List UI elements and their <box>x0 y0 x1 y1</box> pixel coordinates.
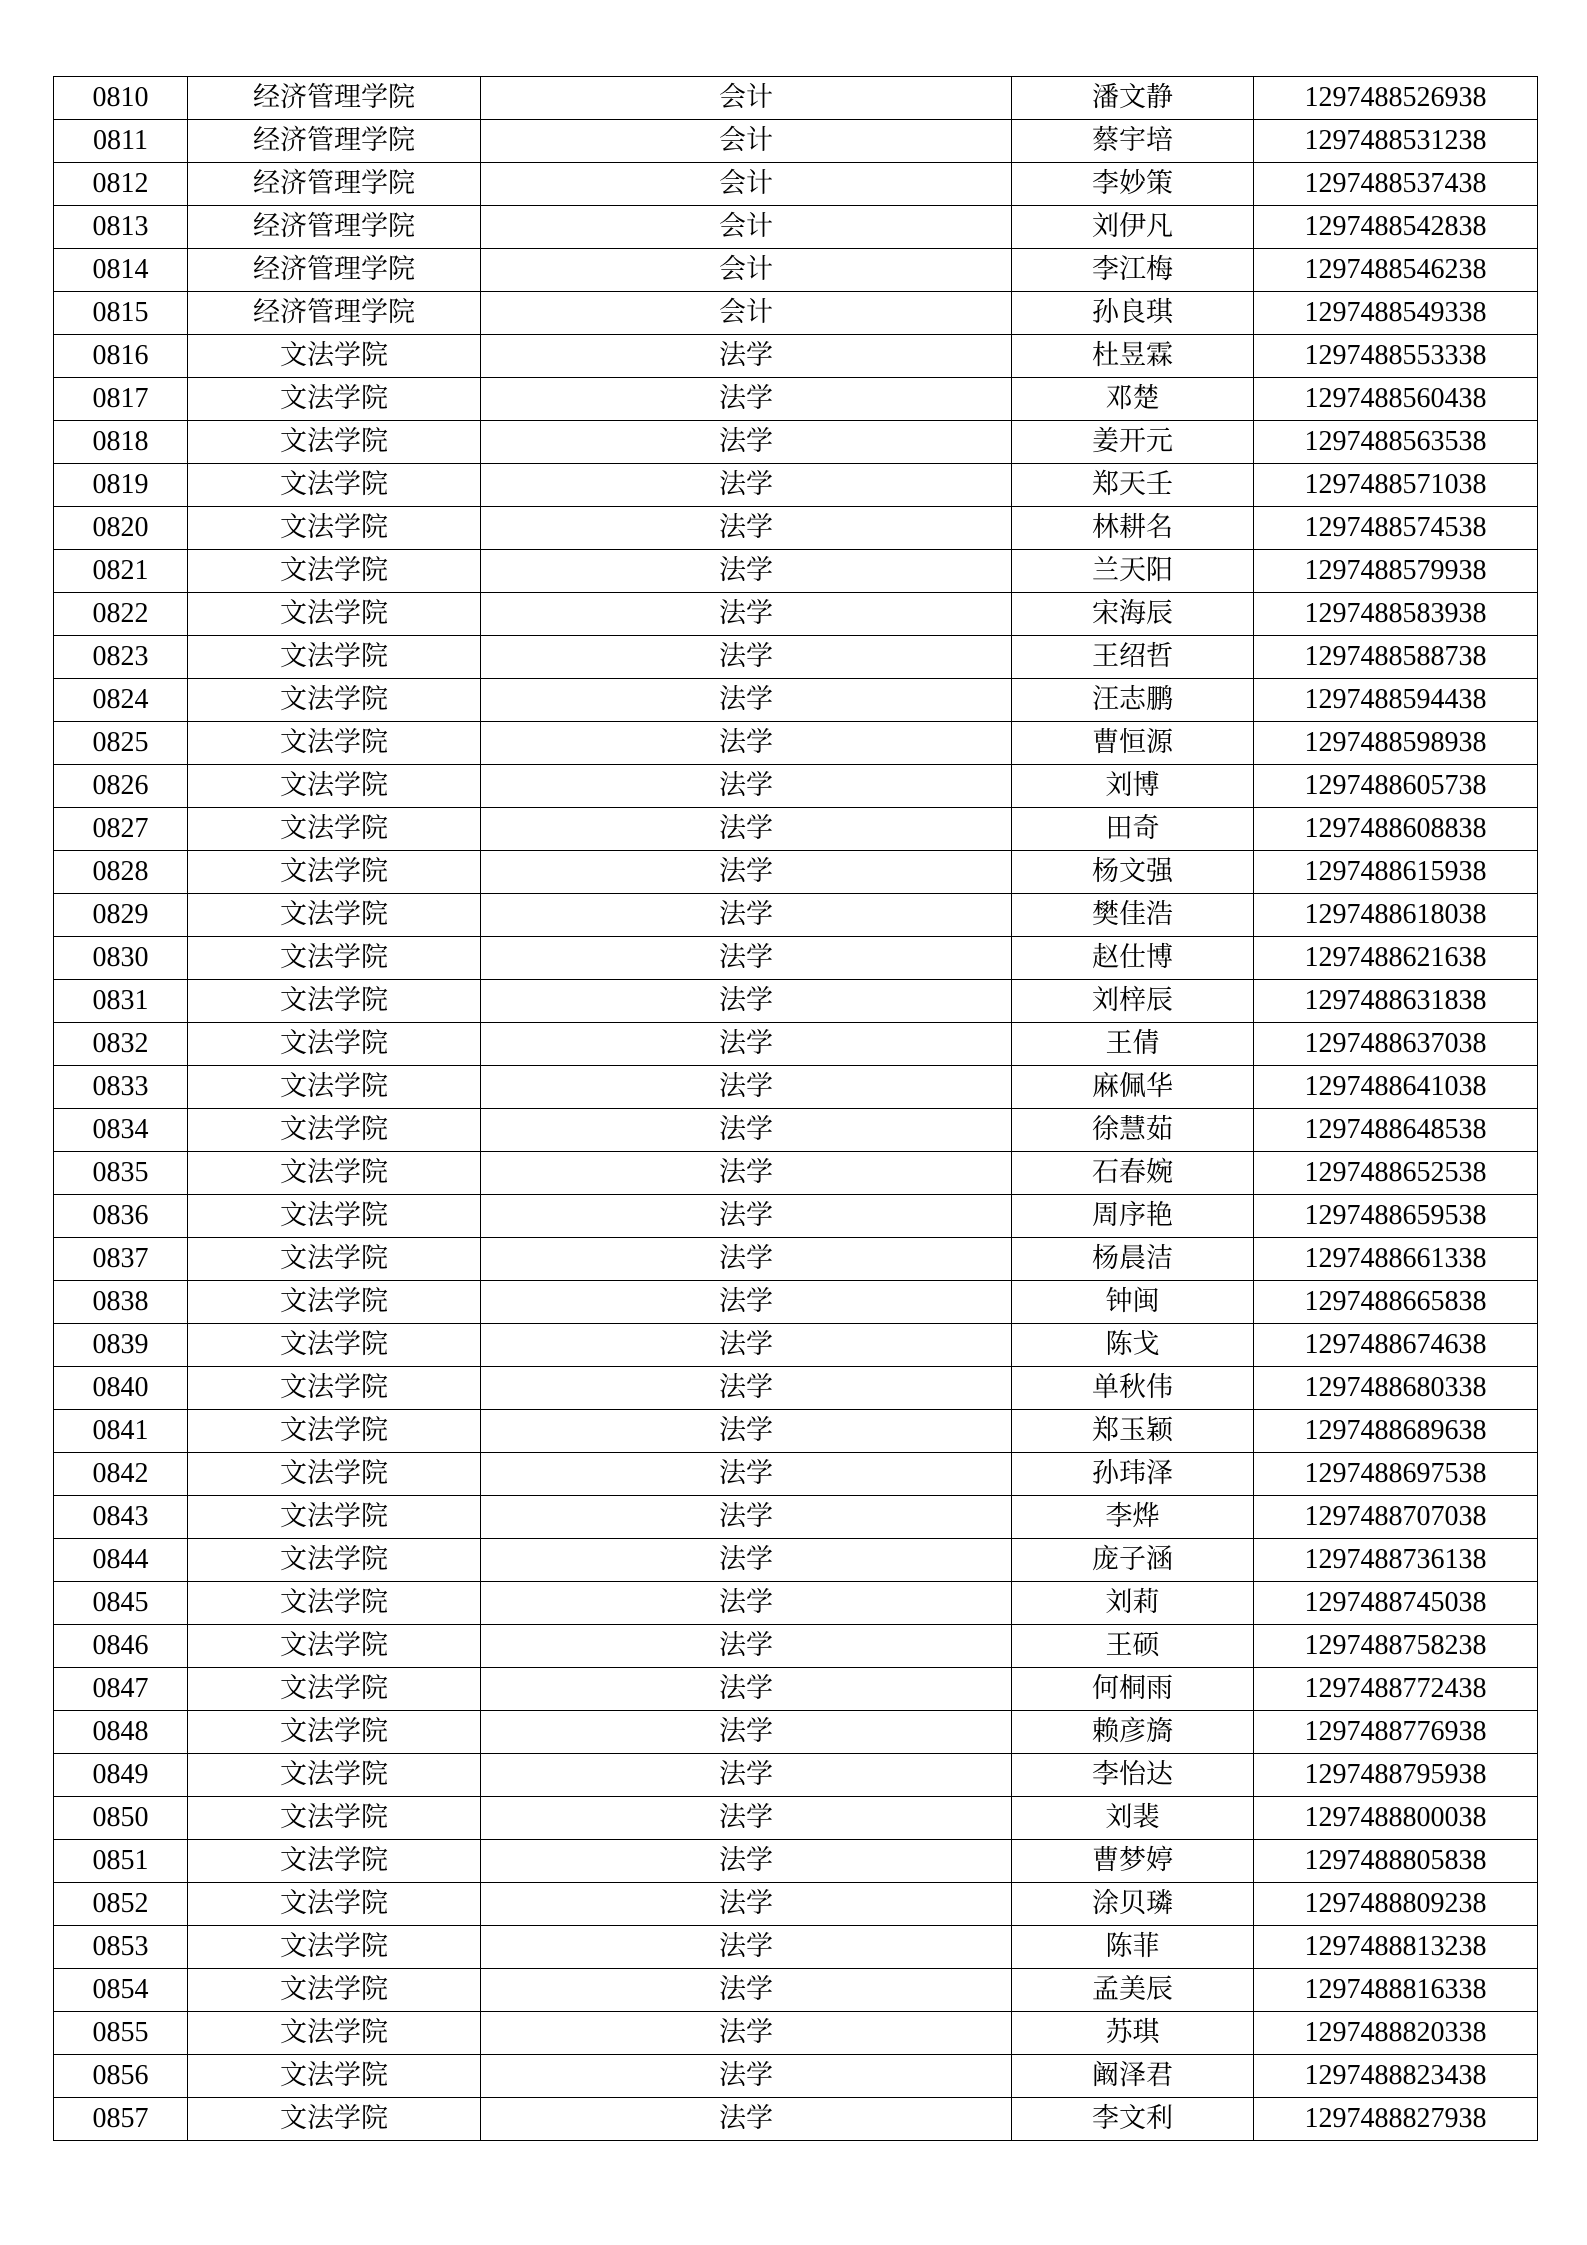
major-cell: 法学 <box>481 1969 1012 2012</box>
major-cell: 法学 <box>481 1023 1012 1066</box>
college-cell: 文法学院 <box>188 2012 481 2055</box>
college-cell: 文法学院 <box>188 1281 481 1324</box>
college-cell: 文法学院 <box>188 894 481 937</box>
table-row <box>54 1324 1538 1367</box>
name-cell: 王倩 <box>1012 1023 1254 1066</box>
tracking-number-cell: 1297488594438 <box>1254 679 1538 722</box>
tracking-number-cell: 1297488549338 <box>1254 292 1538 335</box>
table-row <box>54 679 1538 722</box>
major-cell: 法学 <box>481 1496 1012 1539</box>
name-cell: 刘裴 <box>1012 1797 1254 1840</box>
seq-no-cell: 0817 <box>54 378 188 421</box>
seq-no-cell: 0837 <box>54 1238 188 1281</box>
name-cell: 李文利 <box>1012 2098 1254 2141</box>
name-cell: 周序艳 <box>1012 1195 1254 1238</box>
seq-no-cell: 0824 <box>54 679 188 722</box>
college-cell: 文法学院 <box>188 2055 481 2098</box>
major-cell: 法学 <box>481 550 1012 593</box>
college-cell: 文法学院 <box>188 335 481 378</box>
major-cell: 法学 <box>481 464 1012 507</box>
table-row <box>54 2055 1538 2098</box>
table-row <box>54 851 1538 894</box>
college-cell: 经济管理学院 <box>188 77 481 120</box>
table-row <box>54 1238 1538 1281</box>
table-row <box>54 1711 1538 1754</box>
major-cell: 法学 <box>481 1582 1012 1625</box>
table-row <box>54 1625 1538 1668</box>
major-cell: 法学 <box>481 679 1012 722</box>
major-cell: 法学 <box>481 1668 1012 1711</box>
major-cell: 法学 <box>481 507 1012 550</box>
table-row <box>54 249 1538 292</box>
seq-no-cell: 0856 <box>54 2055 188 2098</box>
college-cell: 文法学院 <box>188 1152 481 1195</box>
college-cell: 文法学院 <box>188 1969 481 2012</box>
seq-no-cell: 0833 <box>54 1066 188 1109</box>
major-cell: 法学 <box>481 765 1012 808</box>
table-row <box>54 722 1538 765</box>
college-cell: 文法学院 <box>188 1410 481 1453</box>
major-cell: 法学 <box>481 1367 1012 1410</box>
college-cell: 文法学院 <box>188 1582 481 1625</box>
name-cell: 孟美辰 <box>1012 1969 1254 2012</box>
tracking-number-cell: 1297488574538 <box>1254 507 1538 550</box>
college-cell: 文法学院 <box>188 1926 481 1969</box>
tracking-number-cell: 1297488618038 <box>1254 894 1538 937</box>
table-row <box>54 378 1538 421</box>
table-row <box>54 1281 1538 1324</box>
table-row <box>54 1797 1538 1840</box>
college-cell: 文法学院 <box>188 1797 481 1840</box>
major-cell: 法学 <box>481 1281 1012 1324</box>
major-cell: 法学 <box>481 1152 1012 1195</box>
college-cell: 文法学院 <box>188 550 481 593</box>
college-cell: 文法学院 <box>188 679 481 722</box>
tracking-number-cell: 1297488560438 <box>1254 378 1538 421</box>
name-cell: 邓楚 <box>1012 378 1254 421</box>
seq-no-cell: 0854 <box>54 1969 188 2012</box>
tracking-number-cell: 1297488661338 <box>1254 1238 1538 1281</box>
name-cell: 杜昱霖 <box>1012 335 1254 378</box>
seq-no-cell: 0814 <box>54 249 188 292</box>
seq-no-cell: 0821 <box>54 550 188 593</box>
seq-no-cell: 0828 <box>54 851 188 894</box>
major-cell: 法学 <box>481 1195 1012 1238</box>
name-cell: 李江梅 <box>1012 249 1254 292</box>
college-cell: 文法学院 <box>188 808 481 851</box>
major-cell: 会计 <box>481 206 1012 249</box>
major-cell: 法学 <box>481 1711 1012 1754</box>
major-cell: 会计 <box>481 163 1012 206</box>
major-cell: 法学 <box>481 2098 1012 2141</box>
major-cell: 法学 <box>481 1883 1012 1926</box>
seq-no-cell: 0830 <box>54 937 188 980</box>
seq-no-cell: 0829 <box>54 894 188 937</box>
tracking-number-cell: 1297488588738 <box>1254 636 1538 679</box>
table-row <box>54 937 1538 980</box>
tracking-number-cell: 1297488816338 <box>1254 1969 1538 2012</box>
tracking-number-cell: 1297488631838 <box>1254 980 1538 1023</box>
college-cell: 文法学院 <box>188 980 481 1023</box>
tracking-number-cell: 1297488813238 <box>1254 1926 1538 1969</box>
major-cell: 法学 <box>481 378 1012 421</box>
tracking-number-cell: 1297488621638 <box>1254 937 1538 980</box>
seq-no-cell: 0811 <box>54 120 188 163</box>
major-cell: 法学 <box>481 1797 1012 1840</box>
college-cell: 文法学院 <box>188 1754 481 1797</box>
college-cell: 文法学院 <box>188 2098 481 2141</box>
seq-no-cell: 0831 <box>54 980 188 1023</box>
college-cell: 文法学院 <box>188 464 481 507</box>
name-cell: 赵仕博 <box>1012 937 1254 980</box>
seq-no-cell: 0816 <box>54 335 188 378</box>
college-cell: 文法学院 <box>188 636 481 679</box>
college-cell: 文法学院 <box>188 1840 481 1883</box>
name-cell: 阚泽君 <box>1012 2055 1254 2098</box>
seq-no-cell: 0818 <box>54 421 188 464</box>
college-cell: 文法学院 <box>188 1195 481 1238</box>
name-cell: 徐慧茹 <box>1012 1109 1254 1152</box>
tracking-number-cell: 1297488809238 <box>1254 1883 1538 1926</box>
table-row <box>54 1109 1538 1152</box>
seq-no-cell: 0834 <box>54 1109 188 1152</box>
table-row <box>54 77 1538 120</box>
seq-no-cell: 0823 <box>54 636 188 679</box>
table-row <box>54 2012 1538 2055</box>
table-row <box>54 1066 1538 1109</box>
major-cell: 法学 <box>481 937 1012 980</box>
tracking-number-cell: 1297488605738 <box>1254 765 1538 808</box>
table-row <box>54 1883 1538 1926</box>
tracking-number-cell: 1297488563538 <box>1254 421 1538 464</box>
college-cell: 经济管理学院 <box>188 292 481 335</box>
name-cell: 汪志鹏 <box>1012 679 1254 722</box>
seq-no-cell: 0848 <box>54 1711 188 1754</box>
seq-no-cell: 0826 <box>54 765 188 808</box>
table-row <box>54 1023 1538 1066</box>
table-body <box>54 77 1538 2141</box>
name-cell: 麻佩华 <box>1012 1066 1254 1109</box>
seq-no-cell: 0819 <box>54 464 188 507</box>
tracking-number-cell: 1297488615938 <box>1254 851 1538 894</box>
table-row <box>54 507 1538 550</box>
seq-no-cell: 0810 <box>54 77 188 120</box>
name-cell: 杨晨洁 <box>1012 1238 1254 1281</box>
tracking-number-cell: 1297488736138 <box>1254 1539 1538 1582</box>
major-cell: 法学 <box>481 1324 1012 1367</box>
major-cell: 法学 <box>481 1066 1012 1109</box>
name-cell: 陈菲 <box>1012 1926 1254 1969</box>
seq-no-cell: 0845 <box>54 1582 188 1625</box>
seq-no-cell: 0820 <box>54 507 188 550</box>
tracking-number-cell: 1297488659538 <box>1254 1195 1538 1238</box>
college-cell: 文法学院 <box>188 1668 481 1711</box>
table-row <box>54 163 1538 206</box>
table-row <box>54 1195 1538 1238</box>
college-cell: 文法学院 <box>188 851 481 894</box>
tracking-number-cell: 1297488827938 <box>1254 2098 1538 2141</box>
seq-no-cell: 0846 <box>54 1625 188 1668</box>
college-cell: 文法学院 <box>188 593 481 636</box>
table-row <box>54 464 1538 507</box>
table-row <box>54 1926 1538 1969</box>
name-cell: 李烨 <box>1012 1496 1254 1539</box>
major-cell: 法学 <box>481 335 1012 378</box>
seq-no-cell: 0815 <box>54 292 188 335</box>
name-cell: 刘莉 <box>1012 1582 1254 1625</box>
tracking-number-cell: 1297488674638 <box>1254 1324 1538 1367</box>
seq-no-cell: 0847 <box>54 1668 188 1711</box>
major-cell: 法学 <box>481 593 1012 636</box>
name-cell: 苏琪 <box>1012 2012 1254 2055</box>
name-cell: 兰天阳 <box>1012 550 1254 593</box>
tracking-number-cell: 1297488526938 <box>1254 77 1538 120</box>
table-row <box>54 2098 1538 2141</box>
college-cell: 文法学院 <box>188 378 481 421</box>
major-cell: 法学 <box>481 2012 1012 2055</box>
name-cell: 姜开元 <box>1012 421 1254 464</box>
college-cell: 文法学院 <box>188 1883 481 1926</box>
name-cell: 涂贝璘 <box>1012 1883 1254 1926</box>
college-cell: 文法学院 <box>188 421 481 464</box>
seq-no-cell: 0838 <box>54 1281 188 1324</box>
major-cell: 法学 <box>481 636 1012 679</box>
major-cell: 会计 <box>481 120 1012 163</box>
tracking-number-cell: 1297488795938 <box>1254 1754 1538 1797</box>
major-cell: 法学 <box>481 1840 1012 1883</box>
name-cell: 郑天壬 <box>1012 464 1254 507</box>
table-row <box>54 1453 1538 1496</box>
name-cell: 王硕 <box>1012 1625 1254 1668</box>
table-row <box>54 808 1538 851</box>
name-cell: 蔡宇培 <box>1012 120 1254 163</box>
tracking-number-cell: 1297488542838 <box>1254 206 1538 249</box>
seq-no-cell: 0840 <box>54 1367 188 1410</box>
seq-no-cell: 0853 <box>54 1926 188 1969</box>
name-cell: 刘伊凡 <box>1012 206 1254 249</box>
tracking-number-cell: 1297488697538 <box>1254 1453 1538 1496</box>
table-row <box>54 1152 1538 1195</box>
tracking-number-cell: 1297488800038 <box>1254 1797 1538 1840</box>
college-cell: 文法学院 <box>188 722 481 765</box>
seq-no-cell: 0844 <box>54 1539 188 1582</box>
seq-no-cell: 0857 <box>54 2098 188 2141</box>
tracking-number-cell: 1297488805838 <box>1254 1840 1538 1883</box>
table-row <box>54 1668 1538 1711</box>
college-cell: 经济管理学院 <box>188 120 481 163</box>
college-cell: 文法学院 <box>188 1109 481 1152</box>
table-row <box>54 636 1538 679</box>
seq-no-cell: 0843 <box>54 1496 188 1539</box>
major-cell: 法学 <box>481 1410 1012 1453</box>
name-cell: 田奇 <box>1012 808 1254 851</box>
college-cell: 文法学院 <box>188 1023 481 1066</box>
table-row <box>54 1582 1538 1625</box>
name-cell: 孙良琪 <box>1012 292 1254 335</box>
seq-no-cell: 0822 <box>54 593 188 636</box>
college-cell: 文法学院 <box>188 1496 481 1539</box>
tracking-number-cell: 1297488689638 <box>1254 1410 1538 1453</box>
tracking-number-cell: 1297488546238 <box>1254 249 1538 292</box>
major-cell: 法学 <box>481 722 1012 765</box>
seq-no-cell: 0827 <box>54 808 188 851</box>
college-cell: 文法学院 <box>188 1625 481 1668</box>
name-cell: 何桐雨 <box>1012 1668 1254 1711</box>
college-cell: 文法学院 <box>188 1453 481 1496</box>
seq-no-cell: 0825 <box>54 722 188 765</box>
tracking-number-cell: 1297488537438 <box>1254 163 1538 206</box>
seq-no-cell: 0850 <box>54 1797 188 1840</box>
college-cell: 文法学院 <box>188 1066 481 1109</box>
name-cell: 樊佳浩 <box>1012 894 1254 937</box>
tracking-number-cell: 1297488531238 <box>1254 120 1538 163</box>
tracking-number-cell: 1297488641038 <box>1254 1066 1538 1109</box>
name-cell: 钟闽 <box>1012 1281 1254 1324</box>
name-cell: 宋海辰 <box>1012 593 1254 636</box>
tracking-number-cell: 1297488583938 <box>1254 593 1538 636</box>
seq-no-cell: 0812 <box>54 163 188 206</box>
seq-no-cell: 0841 <box>54 1410 188 1453</box>
table-row <box>54 120 1538 163</box>
tracking-number-cell: 1297488553338 <box>1254 335 1538 378</box>
major-cell: 法学 <box>481 1539 1012 1582</box>
seq-no-cell: 0842 <box>54 1453 188 1496</box>
table-row <box>54 1969 1538 2012</box>
seq-no-cell: 0855 <box>54 2012 188 2055</box>
tracking-number-cell: 1297488707038 <box>1254 1496 1538 1539</box>
seq-no-cell: 0836 <box>54 1195 188 1238</box>
table-row <box>54 1496 1538 1539</box>
tracking-number-cell: 1297488820338 <box>1254 2012 1538 2055</box>
tracking-number-cell: 1297488745038 <box>1254 1582 1538 1625</box>
name-cell: 潘文静 <box>1012 77 1254 120</box>
table-row <box>54 1840 1538 1883</box>
major-cell: 会计 <box>481 77 1012 120</box>
data-table <box>53 76 1538 2141</box>
name-cell: 杨文强 <box>1012 851 1254 894</box>
name-cell: 庞子涵 <box>1012 1539 1254 1582</box>
major-cell: 法学 <box>481 1625 1012 1668</box>
tracking-number-cell: 1297488648538 <box>1254 1109 1538 1152</box>
name-cell: 单秋伟 <box>1012 1367 1254 1410</box>
table-row <box>54 1539 1538 1582</box>
name-cell: 李怡达 <box>1012 1754 1254 1797</box>
tracking-number-cell: 1297488776938 <box>1254 1711 1538 1754</box>
tracking-number-cell: 1297488680338 <box>1254 1367 1538 1410</box>
major-cell: 法学 <box>481 1453 1012 1496</box>
table-row <box>54 421 1538 464</box>
seq-no-cell: 0852 <box>54 1883 188 1926</box>
tracking-number-cell: 1297488637038 <box>1254 1023 1538 1066</box>
table-row <box>54 335 1538 378</box>
college-cell: 文法学院 <box>188 1539 481 1582</box>
major-cell: 法学 <box>481 851 1012 894</box>
table-row <box>54 206 1538 249</box>
college-cell: 文法学院 <box>188 937 481 980</box>
name-cell: 郑玉颖 <box>1012 1410 1254 1453</box>
major-cell: 会计 <box>481 249 1012 292</box>
tracking-number-cell: 1297488823438 <box>1254 2055 1538 2098</box>
tracking-number-cell: 1297488652538 <box>1254 1152 1538 1195</box>
tracking-number-cell: 1297488571038 <box>1254 464 1538 507</box>
name-cell: 刘博 <box>1012 765 1254 808</box>
name-cell: 陈戈 <box>1012 1324 1254 1367</box>
major-cell: 法学 <box>481 808 1012 851</box>
major-cell: 法学 <box>481 894 1012 937</box>
major-cell: 法学 <box>481 980 1012 1023</box>
name-cell: 刘梓辰 <box>1012 980 1254 1023</box>
major-cell: 会计 <box>481 292 1012 335</box>
college-cell: 经济管理学院 <box>188 206 481 249</box>
table-row <box>54 1754 1538 1797</box>
table-row <box>54 1410 1538 1453</box>
major-cell: 法学 <box>481 1109 1012 1152</box>
tracking-number-cell: 1297488758238 <box>1254 1625 1538 1668</box>
name-cell: 赖彦旖 <box>1012 1711 1254 1754</box>
table-row <box>54 894 1538 937</box>
table-row <box>54 292 1538 335</box>
tracking-number-cell: 1297488665838 <box>1254 1281 1538 1324</box>
name-cell: 王绍哲 <box>1012 636 1254 679</box>
major-cell: 法学 <box>481 1238 1012 1281</box>
name-cell: 石春婉 <box>1012 1152 1254 1195</box>
major-cell: 法学 <box>481 2055 1012 2098</box>
college-cell: 文法学院 <box>188 765 481 808</box>
table-row <box>54 1367 1538 1410</box>
major-cell: 法学 <box>481 1926 1012 1969</box>
college-cell: 文法学院 <box>188 1367 481 1410</box>
college-cell: 文法学院 <box>188 507 481 550</box>
major-cell: 法学 <box>481 421 1012 464</box>
name-cell: 曹梦婷 <box>1012 1840 1254 1883</box>
name-cell: 李妙策 <box>1012 163 1254 206</box>
college-cell: 文法学院 <box>188 1711 481 1754</box>
major-cell: 法学 <box>481 1754 1012 1797</box>
name-cell: 孙玮泽 <box>1012 1453 1254 1496</box>
seq-no-cell: 0813 <box>54 206 188 249</box>
seq-no-cell: 0849 <box>54 1754 188 1797</box>
table-row <box>54 765 1538 808</box>
tracking-number-cell: 1297488598938 <box>1254 722 1538 765</box>
seq-no-cell: 0832 <box>54 1023 188 1066</box>
seq-no-cell: 0835 <box>54 1152 188 1195</box>
college-cell: 经济管理学院 <box>188 163 481 206</box>
seq-no-cell: 0851 <box>54 1840 188 1883</box>
college-cell: 经济管理学院 <box>188 249 481 292</box>
name-cell: 林耕名 <box>1012 507 1254 550</box>
name-cell: 曹恒源 <box>1012 722 1254 765</box>
tracking-number-cell: 1297488608838 <box>1254 808 1538 851</box>
college-cell: 文法学院 <box>188 1324 481 1367</box>
college-cell: 文法学院 <box>188 1238 481 1281</box>
tracking-number-cell: 1297488772438 <box>1254 1668 1538 1711</box>
table-row <box>54 550 1538 593</box>
tracking-number-cell: 1297488579938 <box>1254 550 1538 593</box>
table-row <box>54 593 1538 636</box>
seq-no-cell: 0839 <box>54 1324 188 1367</box>
table-row <box>54 980 1538 1023</box>
